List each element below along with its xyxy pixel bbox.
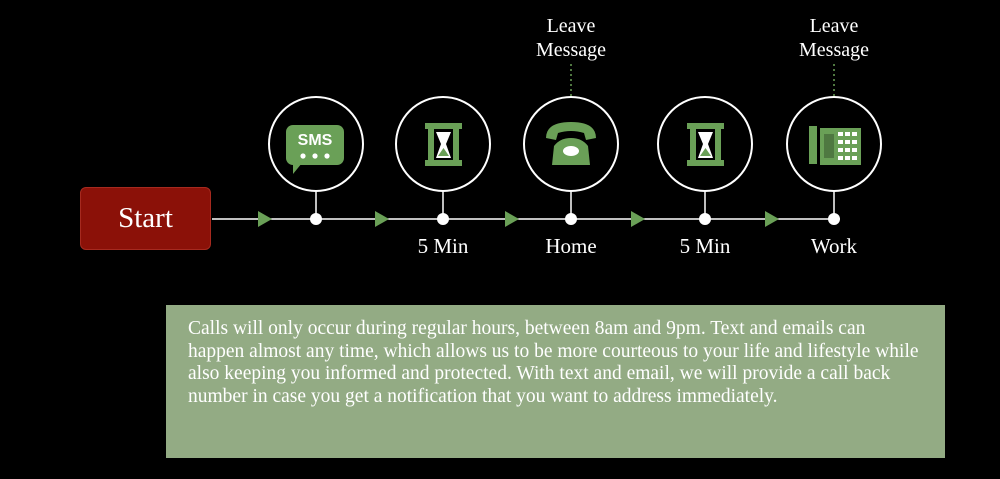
step-node xyxy=(828,213,840,225)
hourglass-icon xyxy=(425,123,462,166)
step-label-wait-1: 5 Min xyxy=(417,234,469,258)
step-node xyxy=(565,213,577,225)
telephone-icon xyxy=(546,122,596,165)
step-sms xyxy=(269,97,363,225)
step-work xyxy=(787,64,881,225)
arrow-icon xyxy=(375,211,389,227)
info-box xyxy=(166,305,945,458)
arrow-icon xyxy=(765,211,779,227)
info-text: Calls will only occur during regular hours, between 8am and 9pm. Text and emails can happen almost any time, which allows us to be more courteous to your life and lifestyle while also keeping you informed and protected. With text and email, we will provide a call back number in case you get a notification that you want to address immediately. xyxy=(188,318,919,407)
arrow-icon xyxy=(505,211,519,227)
step-wait-1 xyxy=(396,97,490,225)
hourglass-icon xyxy=(687,123,724,166)
step-label-wait-2: 5 Min xyxy=(679,234,731,258)
step-node xyxy=(310,213,322,225)
step-node xyxy=(699,213,711,225)
arrow-icon xyxy=(631,211,645,227)
sms-text: SMS xyxy=(297,132,333,149)
arrow-icon xyxy=(258,211,272,227)
note-leave-message-work: Leave Message xyxy=(799,15,869,61)
step-home xyxy=(524,64,618,225)
sms-bubble-icon xyxy=(286,125,344,174)
step-label-home: Home xyxy=(545,234,597,258)
step-wait-2 xyxy=(658,97,752,225)
note-leave-message-home: Leave Message xyxy=(536,15,606,61)
start-button[interactable]: Start xyxy=(80,187,211,250)
step-node xyxy=(437,213,449,225)
office-phone-icon xyxy=(809,126,861,165)
step-label-work: Work xyxy=(810,234,858,258)
